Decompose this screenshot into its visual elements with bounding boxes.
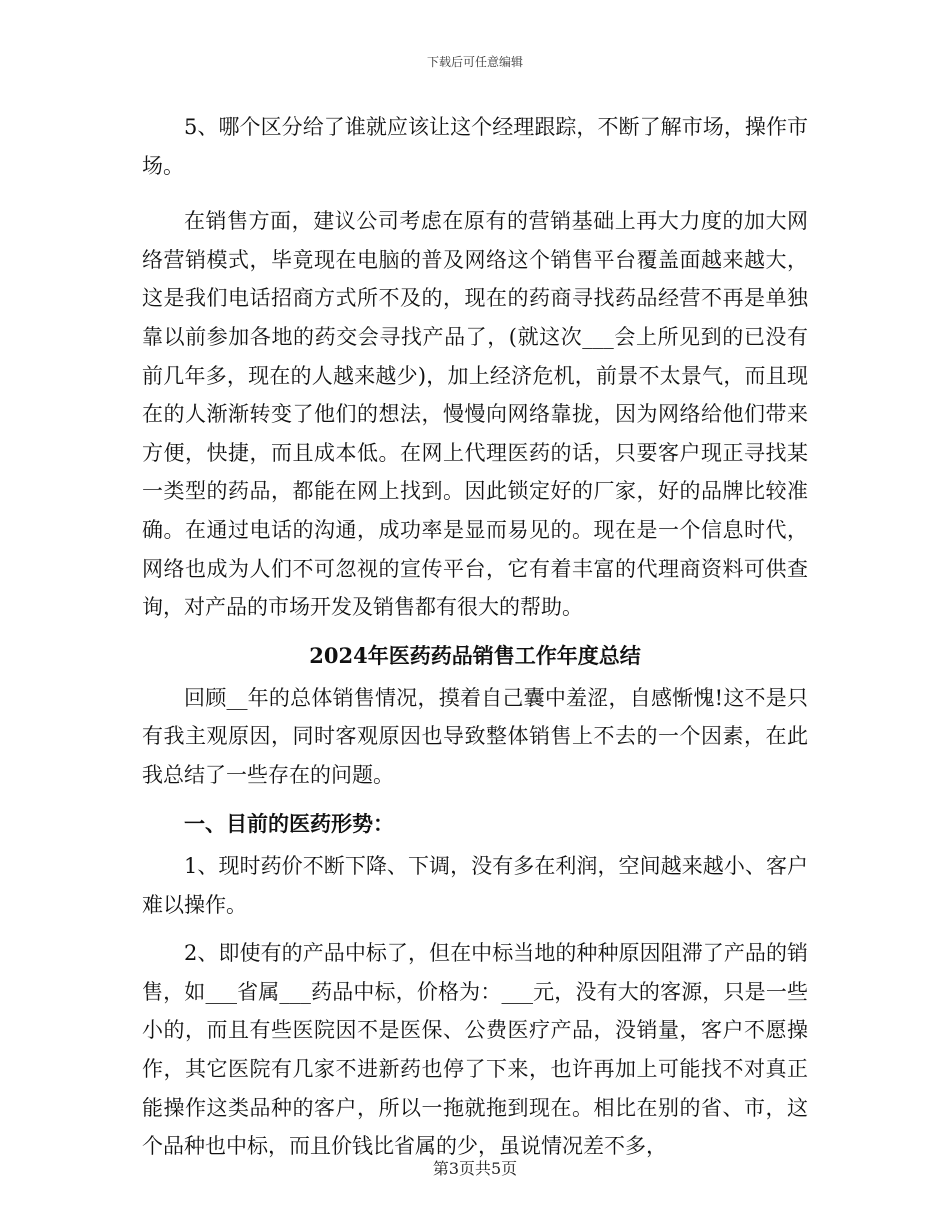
paragraph-intro: 回顾__年的总体销售情况，摸着自己囊中羞涩，自感惭愧!这不是只有我主观原因，同时客观原因也导致整体销售上不去的一个因素，在此我总结了一些存在的问题。 [142, 685, 808, 787]
list-item-1: 1、现时药价不断下降、下调，没有多在利润，空间越来越小、客户难以操作。 [142, 854, 808, 917]
paragraph-sales: 在销售方面，建议公司考虑在原有的营销基础上再大力度的加大网络营销模式，毕竟现在电脑的普及网络这个销售平台覆盖面越来越大，这是我们电话招商方式所不及的，现在的药商寻找药品经营不再是单独靠以前参加各地的药交会寻找产品了，(就这次___会上所见到的已没有前几年多，现在的人越来越少)，加上经济危机，前景不太景气，而且现在的人渐渐转变了他们的想法，慢慢向网络靠拢，因为网络给他们带来方便，快捷，而且成本低。在网上代理医药的话，只要客户现正寻找某一类型的药品，都能在网上找到。因此锁定好的厂家，好的品牌比较准确。在通过电话的沟通，成功率是显而易见的。现在是一个信息时代，网络也成为人们不可忽视的宣传平台，它有着丰富的代理商资料可供查询，对产品的市场开发及销售都有很大的帮助。 [142, 209, 808, 620]
document-body [142, 108, 808, 1166]
paragraph-item-5: 5、哪个区分给了谁就应该让这个经理跟踪，不断了解市场，操作市场。 [142, 115, 808, 178]
document-title: 2024年医药药品销售工作年度总结 [309, 642, 641, 668]
section-heading: 一、目前的医药形势： [184, 810, 394, 836]
list-item-2: 2、即使有的产品中标了，但在中标当地的种种原因阻滞了产品的销售，如___省属___药品中标，价格为：___元，没有大的客源，只是一些小的，而且有些医院因不是医保、公费医疗产品，没销量，客户不愿操作，其它医院有几家不进新药也停了下来，也许再加上可能找不对真正能操作这类品种的客户，所以一拖就拖到现在。相比在别的省、市，这个品种也中标，而且价钱比省属的少，虽说情况差不多， [142, 941, 808, 1159]
page-footer: 第3页共5页 [432, 1159, 518, 1178]
page-header: 下载后可任意编辑 [426, 55, 523, 69]
